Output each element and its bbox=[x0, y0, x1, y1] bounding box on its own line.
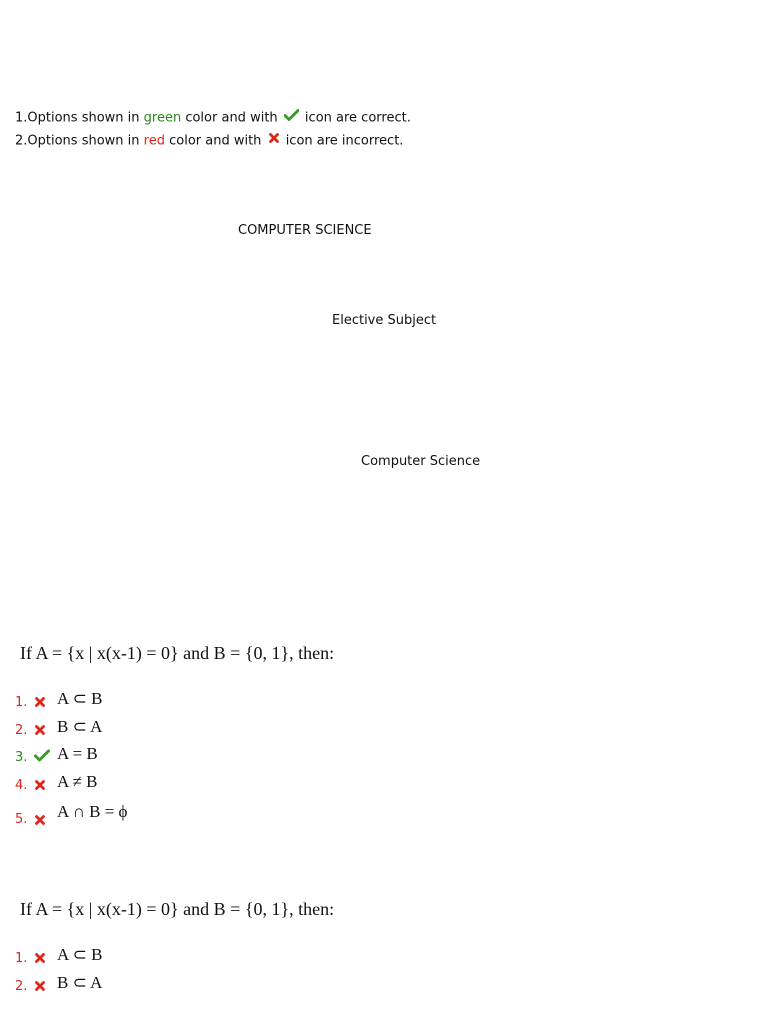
option-text: B ⊂ A bbox=[57, 717, 103, 736]
legend-correct bbox=[15, 109, 411, 128]
legend-correct-middle: color and with bbox=[181, 110, 282, 126]
legend-correct-prefix: 1.Options shown in bbox=[15, 110, 144, 126]
option-number: 5. bbox=[15, 812, 28, 827]
cross-icon bbox=[268, 132, 280, 150]
option-text: A ≠ B bbox=[57, 772, 98, 791]
cross-icon bbox=[34, 977, 46, 996]
legend-incorrect-suffix: icon are incorrect. bbox=[281, 133, 404, 149]
legend-correct-suffix: icon are correct. bbox=[300, 110, 411, 126]
legend-red-word: red bbox=[143, 133, 165, 149]
cross-icon bbox=[34, 776, 46, 795]
subject-heading: Computer Science bbox=[361, 454, 481, 469]
legend-incorrect bbox=[15, 132, 403, 151]
cross-icon bbox=[34, 949, 46, 968]
option-number: 4. bbox=[15, 778, 28, 793]
option-text: A ⊂ B bbox=[57, 689, 103, 708]
cross-icon bbox=[34, 693, 46, 712]
cross-icon bbox=[34, 721, 46, 740]
option-number: 1. bbox=[15, 695, 28, 710]
paper-heading: Elective Subject bbox=[332, 313, 437, 328]
option-number: 2. bbox=[15, 723, 28, 738]
check-icon bbox=[284, 109, 299, 127]
question-2-text: If A = {x | x(x-1) = 0} and B = {0, 1}, then: bbox=[20, 899, 335, 919]
option-text: A = B bbox=[57, 744, 98, 763]
option-text: B ⊂ A bbox=[57, 973, 103, 992]
legend-incorrect-middle: color and with bbox=[164, 133, 266, 149]
check-icon bbox=[34, 747, 50, 766]
option-number: 3. bbox=[15, 750, 28, 765]
option-text: A ∩ B = ϕ bbox=[57, 802, 128, 821]
question-1-text: If A = {x | x(x-1) = 0} and B = {0, 1}, then: bbox=[20, 643, 335, 663]
legend-green-word: green bbox=[143, 110, 182, 126]
legend-incorrect-prefix: 2.Options shown in bbox=[15, 133, 144, 149]
option-number: 1. bbox=[15, 951, 28, 966]
option-number: 2. bbox=[15, 979, 28, 994]
section-heading: COMPUTER SCIENCE bbox=[238, 223, 372, 238]
cross-icon bbox=[34, 811, 46, 830]
option-text: A ⊂ B bbox=[57, 945, 103, 964]
